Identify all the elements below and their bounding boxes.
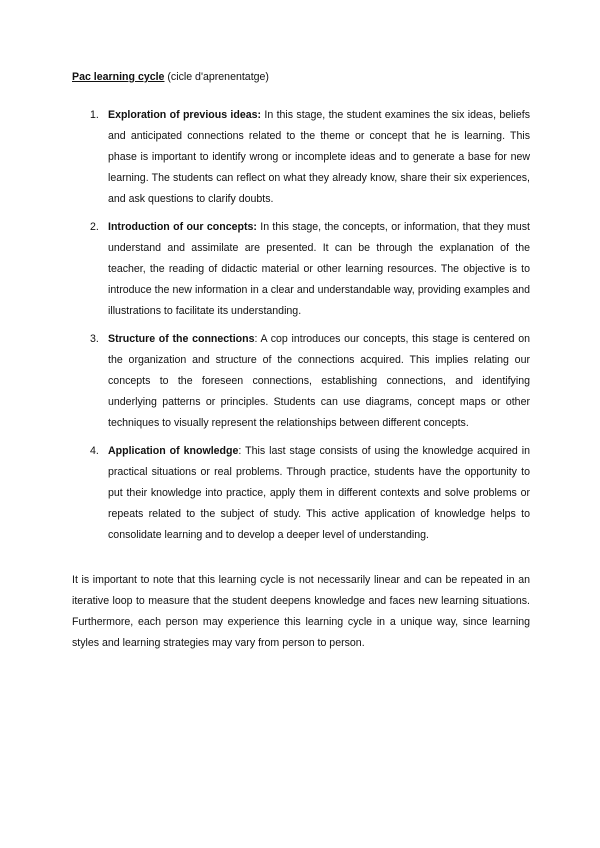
item-number: 2. — [90, 221, 99, 233]
item-text: In this stage, the student examines the six ideas, beliefs and anticipated connections related to the theme or concept that he is learning. This phase is important to identify wrong or incomplete ideas and to generate a base for new learning. The students can reflect on what they already know, share their six experiences, and ask questions to clarify doubts. — [108, 109, 530, 205]
item-heading: Application of knowledge — [108, 445, 239, 457]
list-item — [72, 329, 530, 434]
list-item — [72, 105, 530, 210]
item-number: 4. — [90, 445, 99, 457]
stage-list — [72, 105, 530, 553]
title-bold: Pac learning cycle — [72, 71, 165, 83]
title-subtitle: (cicle d'aprenentatge) — [164, 71, 269, 83]
item-heading: Exploration of previous ideas: — [108, 109, 262, 121]
item-text: : This last stage consists of using the knowledge acquired in practical situations or real problems. Through practice, students have the opportunity to put their knowledge into practice, apply them in different contexts and solve problems or repeats related to the subject of study. This active application of knowledge helps to consolidate learning and to develop a deeper level of understanding. — [108, 445, 530, 541]
item-text: In this stage, the concepts, or information, that they must understand and assimilate are presented. It can be through the explanation of the teacher, the reading of didactic material or other learning resources. The objective is to introduce the new information in a clear and understandable way, providing examples and illustrations to facilitate its understanding. — [108, 221, 530, 317]
item-number: 3. — [90, 333, 99, 345]
list-item — [72, 441, 530, 546]
list-item — [72, 217, 530, 322]
item-text: : A cop introduces our concepts, this stage is centered on the organization and structure of the connections acquired. This implies relating our concepts to the foreseen connections, establishing connections, and identifying underlying patterns or principles. Students can use diagrams, concept maps or other techniques to visually represent the relationships between different concepts. — [108, 333, 530, 429]
item-number: 1. — [90, 109, 99, 121]
document-title — [72, 70, 269, 84]
item-heading: Structure of the connections — [108, 333, 255, 345]
item-heading: Introduction of our concepts: — [108, 221, 257, 233]
closing-paragraph: It is important to note that this learning cycle is not necessarily linear and can be repeated in an iterative loop to measure that the student deepens knowledge and faces new learning situations. Furthermore, each person may experience this learning cycle in a unique way, since learning styles and learning strategies may vary from person to person. — [72, 574, 530, 649]
